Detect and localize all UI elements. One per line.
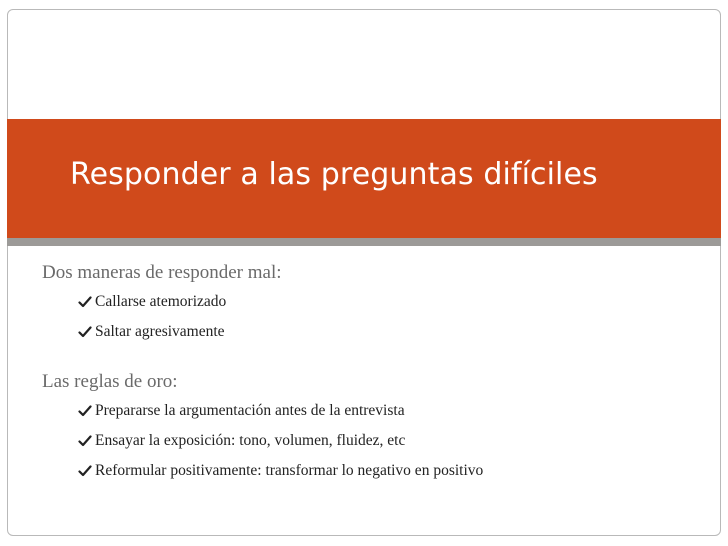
list-item-text: Ensayar la exposición: tono, volumen, fluidez, etc xyxy=(95,432,406,449)
list-item-text: Reformular positivamente: transformar lo negativo en positivo xyxy=(95,462,484,479)
check-icon xyxy=(78,295,92,309)
golden-rules-list xyxy=(78,396,483,486)
bad-ways-list xyxy=(78,287,226,347)
list-item xyxy=(78,456,483,486)
section-heading-golden-rules: Las reglas de oro: xyxy=(42,371,178,392)
list-item-text: Saltar agresivamente xyxy=(95,323,225,340)
check-icon xyxy=(78,325,92,339)
section-heading-bad-ways: Dos maneras de responder mal: xyxy=(42,262,282,283)
divider-strip xyxy=(7,238,721,246)
slide-title: Responder a las preguntas difíciles xyxy=(70,157,598,192)
list-item xyxy=(78,317,226,347)
check-icon xyxy=(78,434,92,448)
check-icon xyxy=(78,404,92,418)
list-item xyxy=(78,426,483,456)
list-item-text: Callarse atemorizado xyxy=(95,293,227,310)
check-icon xyxy=(78,464,92,478)
list-item-text: Prepararse la argumentación antes de la entrevista xyxy=(95,402,405,419)
list-item xyxy=(78,396,483,426)
list-item xyxy=(78,287,226,317)
